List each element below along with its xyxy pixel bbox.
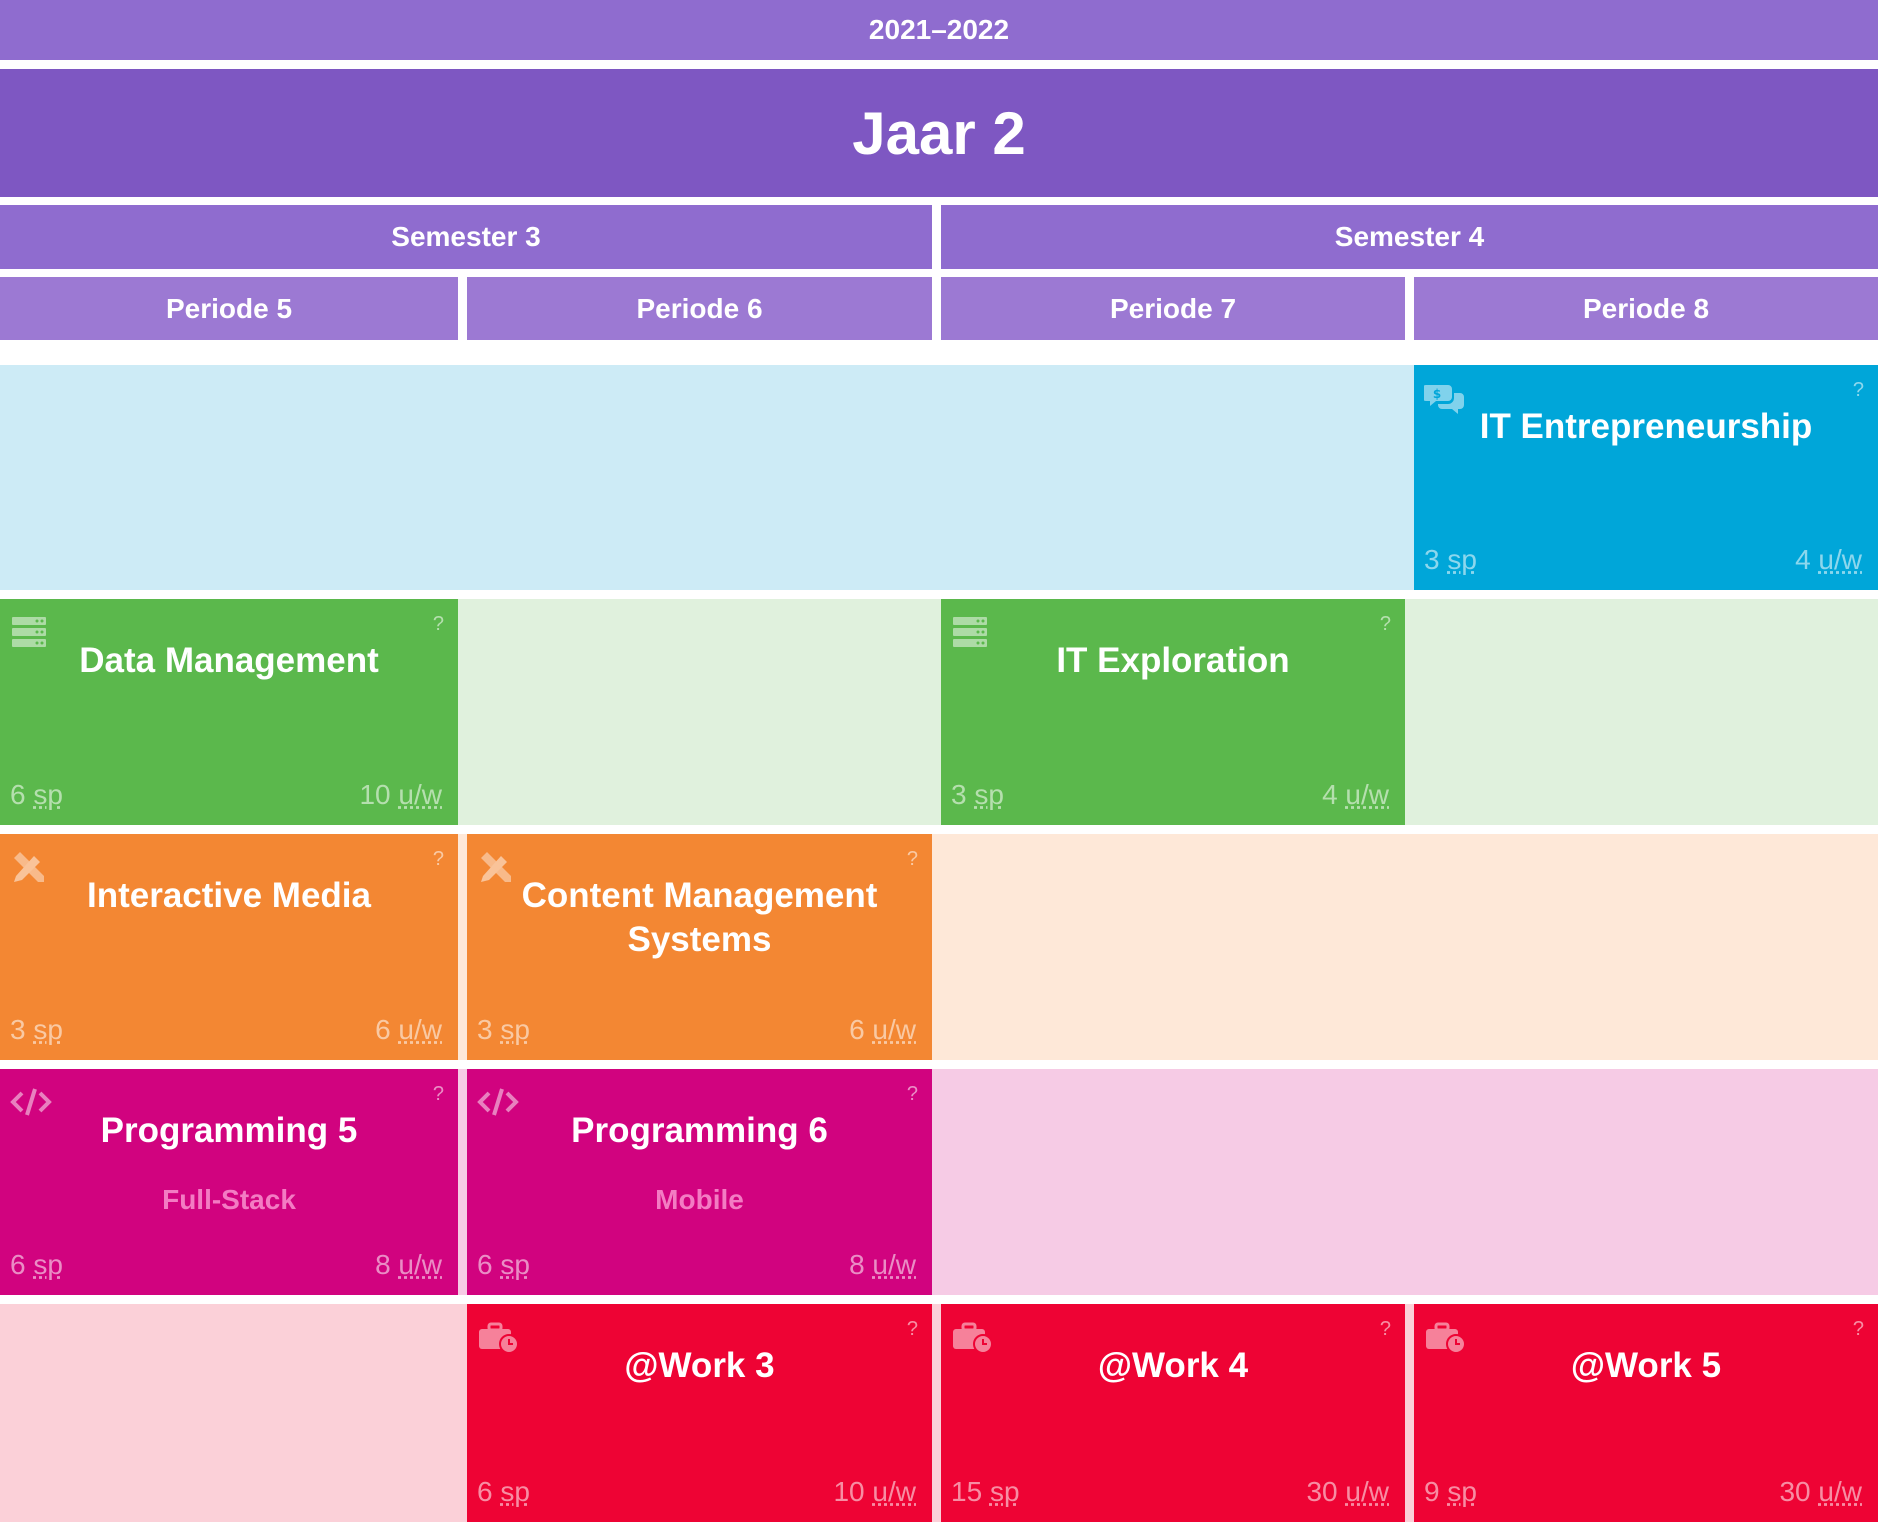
study-points [477,1476,530,1508]
sp-value: 3 [477,1014,493,1045]
course-title: Programming 6 [571,1111,828,1150]
sp-value: 6 [477,1476,493,1507]
semester-3-header [0,205,932,269]
course-card-it-entrepreneurship[interactable] [1414,365,1878,590]
period-label: Periode 6 [636,292,763,324]
help-icon[interactable]: ? [432,613,444,635]
sp-value: 15 [951,1476,983,1507]
course-card-programming-6[interactable] [467,1069,932,1295]
sp-unit: sp [33,1249,63,1280]
course-card-work-4[interactable] [941,1304,1405,1522]
semester-label: Semester 4 [1334,221,1485,252]
uw-value: 8 [849,1249,865,1280]
hours-per-week [375,1249,442,1281]
sp-value: 6 [10,1249,26,1280]
study-points [1424,544,1477,576]
help-icon[interactable]: ? [906,1083,918,1105]
help-icon[interactable]: ? [1379,1318,1391,1340]
sp-unit: sp [500,1014,530,1045]
course-card-data-management[interactable] [0,599,458,825]
uw-value: 30 [1779,1476,1811,1507]
uw-value: 6 [375,1014,391,1045]
course-card-content-management-systems[interactable] [467,834,932,1060]
course-title: Interactive Media [87,876,371,915]
uw-unit: u/w [398,1014,442,1045]
period-label: Periode 5 [165,292,293,324]
uw-unit: u/w [1345,1476,1389,1507]
uw-unit: u/w [398,1249,442,1280]
hours-per-week [849,1014,916,1046]
help-icon[interactable]: ? [432,848,444,870]
uw-unit: u/w [1818,1476,1862,1507]
sp-unit: sp [989,1476,1020,1507]
hours-per-week [359,779,442,811]
help-icon[interactable]: ? [1852,1318,1864,1340]
sp-value: 3 [1424,544,1440,575]
course-card-interactive-media[interactable] [0,834,458,1060]
uw-unit: u/w [872,1476,916,1507]
uw-value: 6 [849,1014,865,1045]
svg-text:$: $ [1432,387,1442,401]
academic-year-label: 2021–2022 [868,14,1010,45]
sp-unit: sp [1447,1476,1477,1507]
period-5-header [0,277,458,340]
course-title: Data Management [79,641,379,680]
uw-value: 10 [359,779,391,810]
period-label: Periode 7 [1109,292,1237,324]
course-card-work-3[interactable] [467,1304,932,1522]
uw-unit: u/w [398,779,442,810]
sp-unit: sp [500,1476,530,1507]
course-card-programming-5[interactable] [0,1069,458,1295]
study-points [951,1476,1020,1508]
course-card-it-exploration[interactable] [941,599,1405,825]
course-title: Programming 5 [100,1111,358,1150]
study-points [1424,1476,1477,1508]
course-card-work-5[interactable] [1414,1304,1878,1522]
sp-value: 6 [477,1249,493,1280]
study-points [10,779,63,811]
sp-value: 3 [10,1014,26,1045]
uw-unit: u/w [1345,779,1389,810]
semester-label: Semester 3 [391,221,541,252]
period-label: Periode 8 [1582,292,1710,324]
sp-unit: sp [974,779,1004,810]
hours-per-week [1779,1476,1862,1508]
sp-value: 6 [10,779,26,810]
period-6-header [467,277,932,340]
year-title: Jaar 2 [852,99,1026,167]
uw-value: 4 [1322,779,1338,810]
uw-unit: u/w [1818,544,1862,575]
study-points [951,779,1004,811]
help-icon[interactable]: ? [906,848,918,870]
academic-year-bar [0,0,1878,60]
help-icon[interactable]: ? [1379,613,1391,635]
hours-per-week [1795,544,1862,576]
course-subtitle: Full-Stack [162,1184,296,1215]
hours-per-week [1306,1476,1389,1508]
sp-value: 9 [1424,1476,1440,1507]
sp-unit: sp [33,779,63,810]
sp-unit: sp [33,1014,63,1045]
help-icon[interactable]: ? [1852,379,1864,401]
uw-unit: u/w [872,1249,916,1280]
sp-value: 3 [951,779,967,810]
period-8-header [1414,277,1878,340]
course-subtitle: Mobile [655,1184,744,1215]
uw-unit: u/w [872,1014,916,1045]
uw-value: 10 [833,1476,865,1507]
year-title-bar [0,69,1878,197]
uw-value: 30 [1306,1476,1338,1507]
uw-value: 4 [1795,544,1811,575]
course-title: @Work 3 [624,1346,775,1385]
study-points [477,1014,530,1046]
period-7-header [941,277,1405,340]
hours-per-week [1322,779,1389,811]
hours-per-week [375,1014,442,1046]
course-title: @Work 5 [1570,1346,1722,1385]
course-title: Content Management Systems [521,876,878,959]
uw-value: 8 [375,1249,391,1280]
help-icon[interactable]: ? [906,1318,918,1340]
course-title: @Work 4 [1097,1346,1249,1385]
study-points [10,1014,63,1046]
course-title: IT Entrepreneurship [1479,407,1813,446]
semester-4-header [941,205,1878,269]
help-icon[interactable]: ? [432,1083,444,1105]
study-points [10,1249,63,1281]
study-points [477,1249,530,1281]
sp-unit: sp [500,1249,530,1280]
course-title: IT Exploration [1056,641,1290,680]
hours-per-week [849,1249,916,1281]
hours-per-week [833,1476,916,1508]
sp-unit: sp [1447,544,1477,575]
